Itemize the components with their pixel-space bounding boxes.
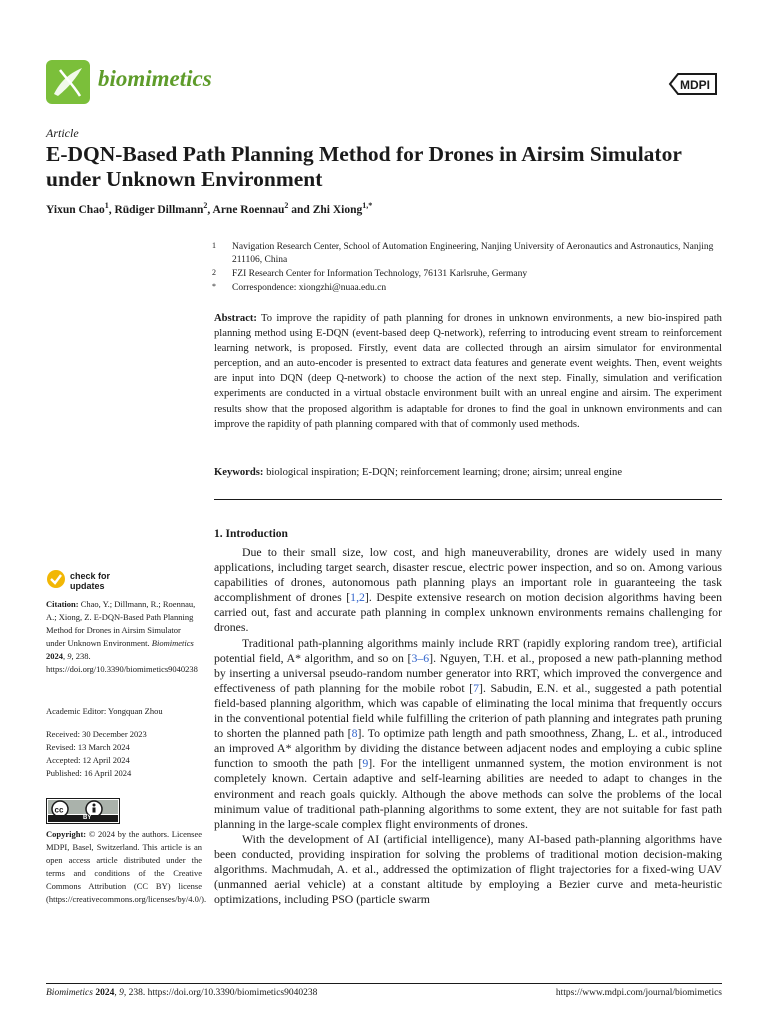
keywords bbox=[214, 467, 722, 478]
journal-logo-icon bbox=[46, 60, 90, 104]
affiliation-mark: 2 bbox=[212, 268, 216, 277]
paragraph: Traditional path-planning algorithms mainly include RRT (rapidly exploring random tree), artificial potential field, A* algorithm, and so on [3–6]. Nguyen, T.H. et al., proposed a new path-planning method by inserting a universal pseudo-random number generator into RRT, which improved the convergence and effectiveness of path planning for the mobile robot [7]. Sabudin, E.N. et al., suggested a path potential field-based planning algorithm, which was capable of eliminating the local minima that frequently occurs in the conventional potential field while fulfilling the criterion of path planning and integrates path pruning to shorten the planned path [8]. To optimize path length and path smoothness, Zhang, L. et al., introduced an improved A* algorithm by dividing the distance between adjacent nodes and employing a cubic spline function to smooth the path [9]. For the intelligent unmanned system, the motion environment is not completely known. Certain adaptive and self-learning abilities are needed to adapt to changes in the environment and reach goals quickly. Although the above methods can solve the problems of the local minimum value of traditional path-planning algorithms to some extent, they are not suitable for fast path planning in the large-scale complex flight environments of drones. bbox=[214, 635, 722, 831]
svg-text:MDPI: MDPI bbox=[680, 78, 710, 92]
author-separator: , bbox=[207, 203, 213, 216]
footer-citation: Biomimetics 2024, 9, 238. https://doi.org/10.3390/biomimetics9040238 bbox=[46, 988, 318, 998]
section-heading: 1. Introduction bbox=[214, 528, 288, 540]
citation-link[interactable]: 1,2 bbox=[350, 590, 365, 605]
footer-journal: Biomimetics bbox=[46, 988, 93, 998]
journal-name: biomimetics bbox=[98, 66, 212, 91]
svg-text:cc: cc bbox=[54, 805, 64, 815]
citation-label: Citation: bbox=[46, 599, 79, 609]
footer-volume: 9 bbox=[119, 988, 124, 998]
copyright-text: © 2024 by the authors. Licensee MDPI, Basel, Switzerland. This article is an open access article distributed under the terms and conditions of the Creative Commons Attribution (CC BY) license (https://creativecommons.org/licenses/by/4.0/). bbox=[46, 829, 207, 904]
affiliation bbox=[212, 268, 722, 281]
citation-link[interactable]: 7 bbox=[473, 680, 480, 695]
article-type: Article bbox=[46, 126, 79, 140]
academic-editor: Academic Editor: Yongquan Zhou bbox=[46, 706, 163, 716]
author-name: Rüdiger Dillmann bbox=[114, 203, 204, 216]
received-date: Received: 30 December 2023 bbox=[46, 729, 147, 739]
author-name: Yixun Chao bbox=[46, 203, 105, 216]
accepted-date: Accepted: 12 April 2024 bbox=[46, 755, 130, 765]
mdpi-logo-icon bbox=[666, 70, 720, 98]
citation-text: Chao, Y.; Dillmann, R.; Roennau, A.; Xiong, Z. E-DQN-Based Path Planning Method for Drones in Airsim Simulator under Unknown Environment. bbox=[46, 599, 196, 648]
author-separator: , bbox=[108, 203, 115, 216]
affiliation bbox=[212, 241, 722, 266]
affiliation-text: FZI Research Center for Information Technology, 76131 Karlsruhe, Germany bbox=[232, 269, 528, 279]
author-affil-mark: 2 bbox=[203, 201, 208, 210]
citation-year: 2024 bbox=[46, 651, 63, 661]
check-for-updates-icon[interactable] bbox=[46, 569, 66, 589]
date-list bbox=[46, 728, 202, 780]
abstract-label: Abstract: bbox=[214, 313, 257, 324]
citation-doi[interactable]: , 238. https://doi.org/10.3390/biomimetics9040238 bbox=[46, 651, 198, 674]
affiliation bbox=[212, 282, 722, 295]
divider bbox=[214, 499, 722, 500]
author-list bbox=[46, 201, 726, 216]
published-date: Published: 16 April 2024 bbox=[46, 768, 132, 778]
paragraph: Due to their small size, low cost, and high maneuverability, drones are widely used in many applications, including target search, disaster rescue, electric power inspection, and so on. Among various capabilities of drones, autonomous path planning plays an important role in guaranteeing the task accomplishment of drones [1,2]. Despite extensive research on motion decision algorithms having been carried out, fast and accurate path planning in complex unknown environments remains challenging for drones. bbox=[214, 545, 722, 635]
abstract bbox=[214, 311, 722, 432]
affiliation-mark: 1 bbox=[212, 241, 216, 250]
affiliation-text: Navigation Research Center, School of Automation Engineering, Nanjing University of Aeronautics and Astronautics, Nanjing 211106, China bbox=[232, 242, 714, 265]
citation-link[interactable]: 8 bbox=[351, 726, 358, 741]
footer-divider bbox=[46, 983, 722, 984]
citation-link[interactable]: 3–6 bbox=[411, 650, 430, 665]
keywords-label: Keywords: bbox=[214, 467, 264, 478]
affiliation-mark: * bbox=[212, 282, 216, 291]
citation-volume: 9 bbox=[67, 651, 72, 661]
citation-link[interactable]: 9 bbox=[362, 756, 369, 771]
keywords-text: biological inspiration; E-DQN; reinforcement learning; drone; airsim; unreal engine bbox=[266, 467, 623, 478]
author-affil-mark: 1 bbox=[104, 201, 109, 210]
footer-journal-url[interactable]: https://www.mdpi.com/journal/biomimetics bbox=[555, 988, 722, 998]
paper-title: E-DQN-Based Path Planning Method for Drones in Airsim Simulator under Unknown Environment bbox=[46, 142, 682, 191]
correspondence-text: Correspondence: xiongzhi@nuaa.edu.cn bbox=[232, 283, 387, 293]
copyright-label: Copyright: bbox=[46, 829, 87, 839]
author-name: Zhi Xiong bbox=[312, 203, 363, 216]
copyright-block bbox=[46, 828, 207, 906]
check-for-updates-label[interactable]: check for updates bbox=[70, 571, 111, 591]
body-text bbox=[214, 545, 722, 907]
footer-doi[interactable]: , 238. https://doi.org/10.3390/biomimetics9040238 bbox=[123, 988, 318, 998]
author-name: Arne Roennau bbox=[212, 203, 285, 216]
citation-journal: Biomimetics bbox=[151, 638, 194, 648]
footer-year: 2024 bbox=[95, 988, 115, 998]
author-affil-mark: 2 bbox=[284, 201, 289, 210]
author-affil-mark: 1,* bbox=[362, 201, 373, 210]
abstract-text: To improve the rapidity of path planning for drones in unknown environments, a new bio-inspired path planning method using E-DQN (event-based deep Q-network), referring to introducing event stream to reinforcement learning network, is proposed. Firstly, event data are collected through an airsim simulator for environmental perception, and an auto-encoder is presented to extract data features and generate event weights. Then, event weights are input into DQN (deep Q-network) to choose the action of the next step. Finally, simulation and verification experiments are conducted in a virtual obstacle environment built with an unreal engine and airsim. The experiment results show that the proposed algorithm is adaptable for drones to find the goal in unknown environments and can improve the rapidity of path planning compared with that of commonly used methods. bbox=[214, 313, 722, 430]
citation-block: Citation: Chao, Y.; Dillmann, R.; Roennau, A.; Xiong, Z. E-DQN-Based Path Planning Method for Drones in Airsim Simulator under Unknown Environment. Biomimetics 2024, 9, 238. https://doi.org/10.3390/biomimetics9040238 bbox=[46, 599, 198, 674]
revised-date: Revised: 13 March 2024 bbox=[46, 742, 130, 752]
cc-badge-label: BY bbox=[83, 815, 92, 821]
paragraph: With the development of AI (artificial intelligence), many AI-based path-planning algorithms have been conducted, providing inspiration for solving the problems of traditional motion decision-making algorithms. Machmudah, A. et al., addressed the optimization of flight trajectories for a fixed-wing UAV (unmanned aerial vehicle) at a constant altitude by employing a Bezier curve and meta-heuristic optimizations, including PSO (particle swarm bbox=[214, 831, 722, 907]
author-separator: and bbox=[288, 203, 313, 216]
